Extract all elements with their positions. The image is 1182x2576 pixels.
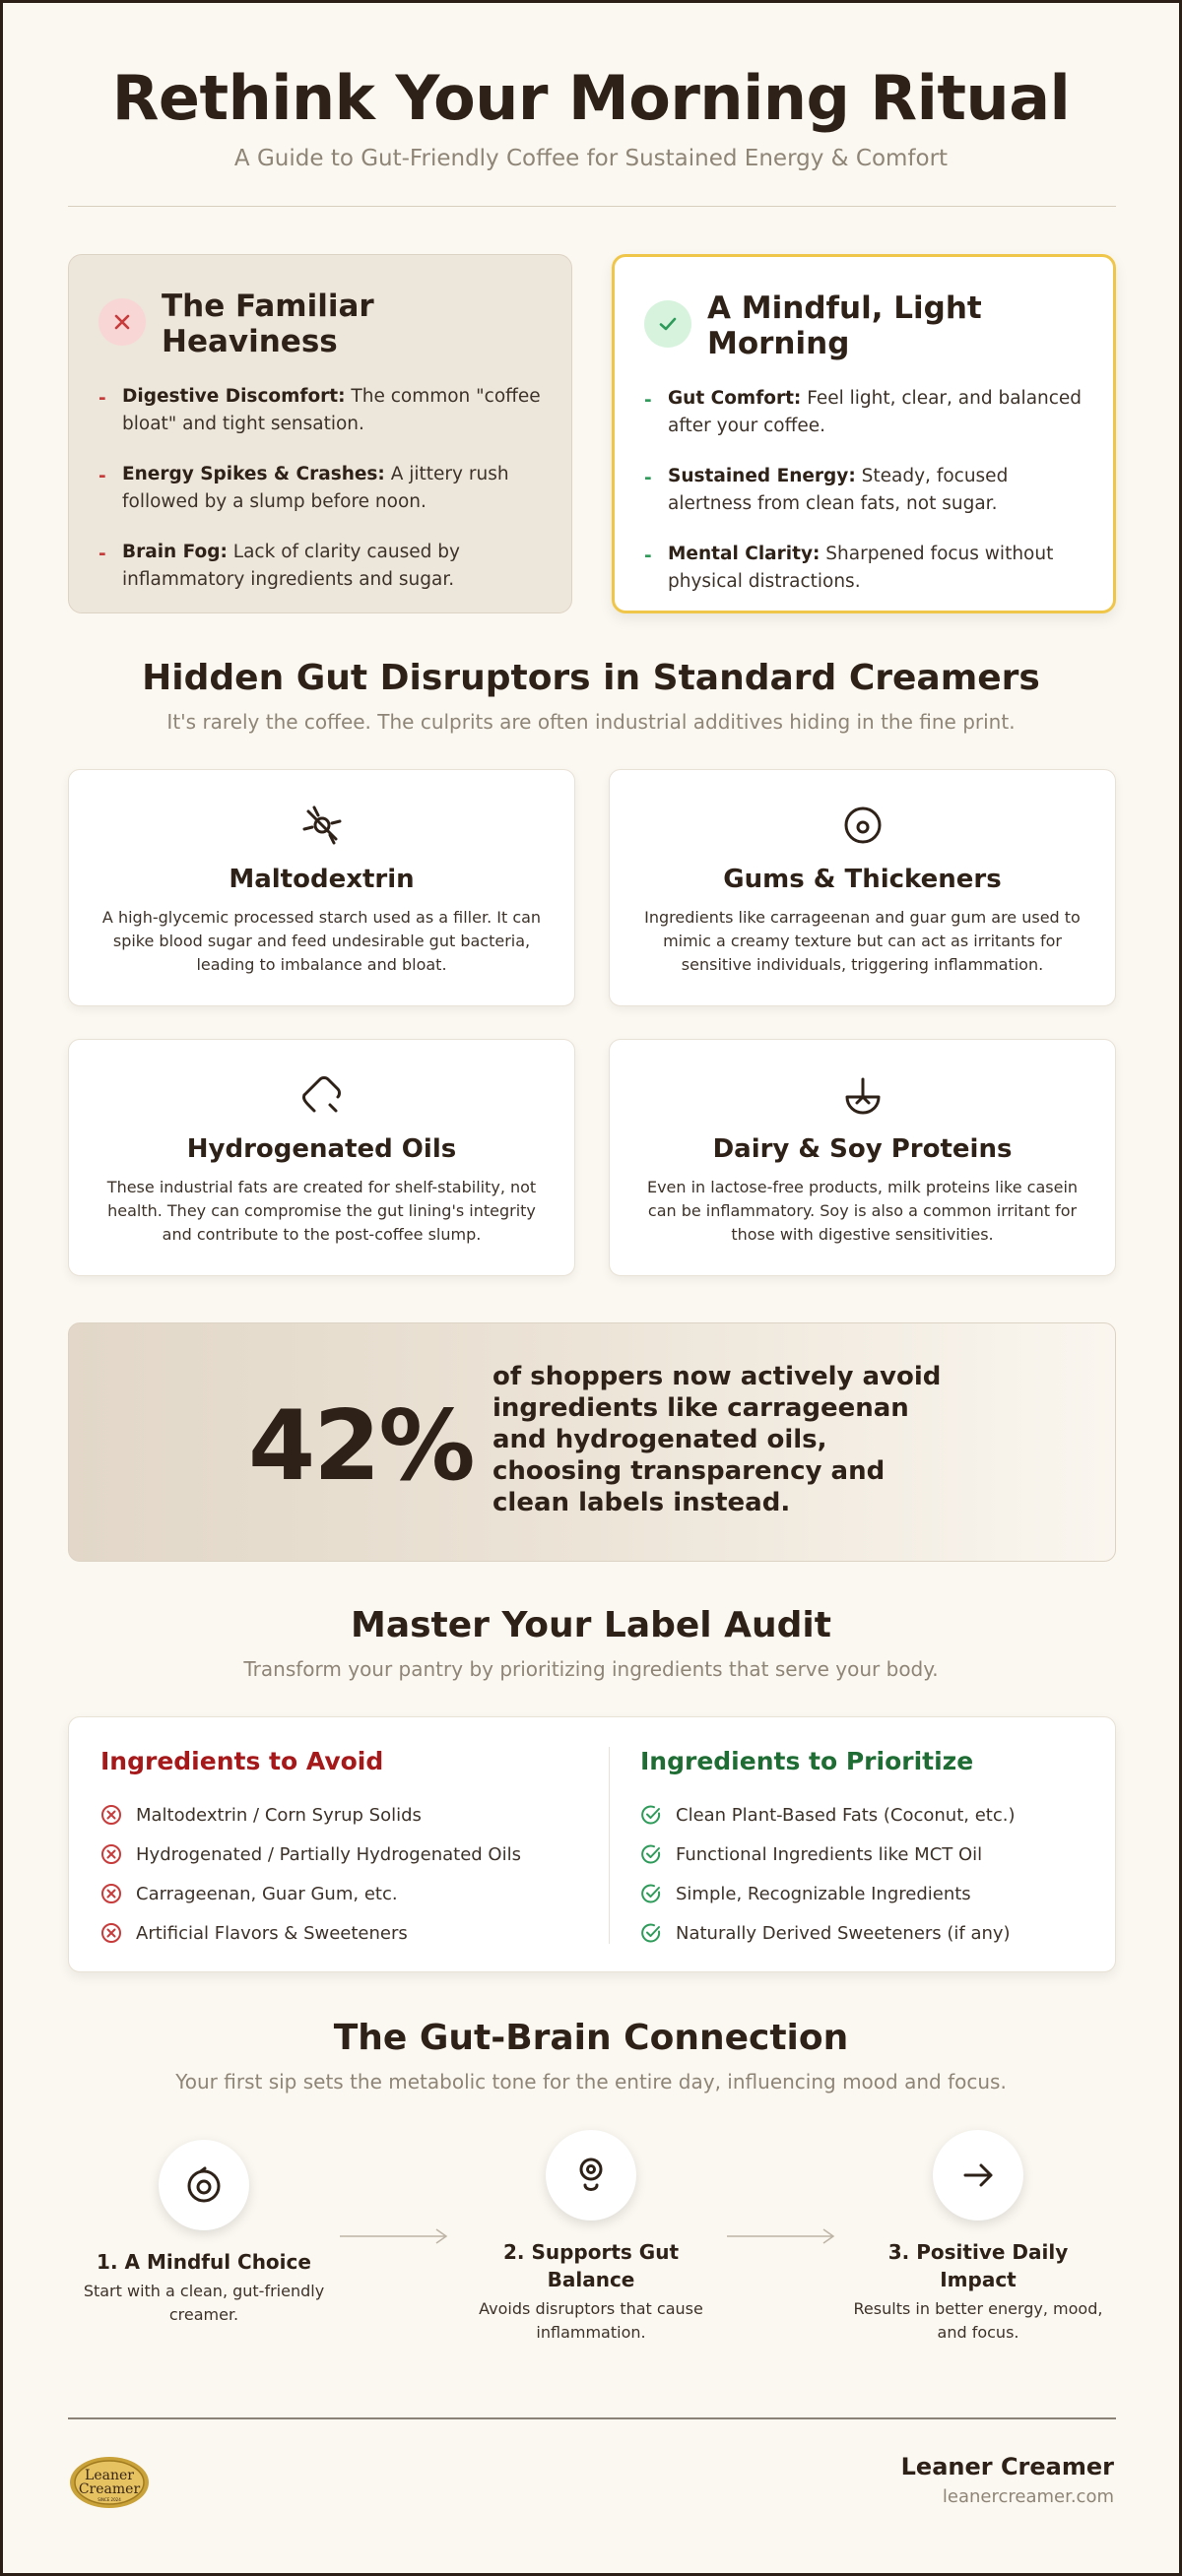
check-circle-icon: [640, 1883, 662, 1904]
step-2: [463, 2130, 719, 2345]
prioritize-item: Functional Ingredients like MCT Oil: [640, 1835, 1084, 1874]
step-text: Results in better energy, mood, and focus.: [853, 2299, 1103, 2342]
disruptor-card-oils: [68, 1039, 575, 1276]
stat-value: 42%: [248, 1390, 474, 1503]
disruptor-card-gums: [609, 769, 1116, 1006]
check-circle-icon: [640, 1843, 662, 1865]
x-circle-icon: [100, 1883, 122, 1904]
spike-icon: [98, 800, 545, 851]
prioritize-item: Clean Plant-Based Fats (Coconut, etc.): [640, 1795, 1084, 1835]
oil-icon: [98, 1069, 545, 1121]
mindful-list: [644, 385, 1084, 596]
avoid-heading: Ingredients to Avoid: [100, 1747, 384, 1775]
svg-text:Creamer: Creamer: [78, 2481, 141, 2497]
check-circle-icon: [640, 1804, 662, 1826]
familiar-heaviness-card: [68, 254, 572, 613]
step-3: [850, 2130, 1106, 2345]
check-icon: [644, 300, 691, 348]
step-1: [76, 2140, 332, 2327]
thickener-icon: [639, 800, 1085, 851]
audit-title: Master Your Label Audit: [351, 1605, 831, 1645]
x-icon: [98, 298, 146, 346]
statistic-banner: [68, 1322, 1116, 1562]
avoid-item: Artificial Flavors & Sweeteners: [100, 1913, 563, 1953]
disruptors-title: Hidden Gut Disruptors in Standard Creamers: [142, 658, 1040, 698]
brand-url[interactable]: leanercreamer.com: [942, 2486, 1114, 2507]
brand-logo: [68, 2455, 151, 2514]
card-title: Hydrogenated Oils: [186, 1134, 457, 1164]
header-divider: [68, 206, 1116, 207]
avoid-item: Maltodextrin / Corn Syrup Solids: [100, 1795, 563, 1835]
disruptor-card-maltodextrin: [68, 769, 575, 1006]
prioritize-item: Naturally Derived Sweeteners (if any): [640, 1913, 1084, 1953]
x-circle-icon: [100, 1922, 122, 1944]
page-title: Rethink Your Morning Ritual: [111, 62, 1071, 134]
gut-brain-title: The Gut-Brain Connection: [333, 2018, 849, 2058]
list-item: - Mental Clarity: Sharpened focus without physical distractions.: [644, 544, 1054, 592]
list-item: - Digestive Discomfort: The common "coffee bloat" and tight sensation.: [98, 386, 541, 434]
card-title: Gums & Thickeners: [723, 865, 1002, 894]
x-circle-icon: [100, 1804, 122, 1826]
audit-subtitle: Transform your pantry by prioritizing ingredients that serve your body.: [243, 1657, 939, 1681]
prioritize-heading: Ingredients to Prioritize: [640, 1747, 974, 1775]
footer-divider: [68, 2417, 1116, 2419]
disruptor-card-dairy-soy: [609, 1039, 1116, 1276]
x-circle-icon: [100, 1843, 122, 1865]
card-title: Maltodextrin: [229, 865, 415, 894]
arrow-connector: [725, 2226, 838, 2246]
arrow-connector: [338, 2226, 451, 2246]
card-text: Ingredients like carrageenan and guar gum are used to mimic a creamy texture but can act as irritants for sensitive individuals, triggering inflammation.: [644, 908, 1081, 974]
choice-icon: [159, 2140, 249, 2230]
card-text: These industrial fats are created for shelf-stability, not health. They can compromise the gut lining's integrity and contribute to the post-coffee slump.: [106, 1178, 537, 1244]
stat-text: of shoppers now actively avoid ingredients like carrageenan and hydrogenated oils, choosing transparency and clean labels instead.: [492, 1362, 942, 1517]
card-title: A Mindful, Light Morning: [707, 290, 982, 361]
list-item: - Energy Spikes & Crashes: A jittery rush followed by a slump before noon.: [98, 464, 509, 512]
bowl-icon: [639, 1069, 1085, 1121]
label-audit-card: [68, 1716, 1116, 1972]
step-text: Start with a clean, gut-friendly creamer.: [83, 2282, 325, 2324]
step-title: 1. A Mindful Choice: [97, 2250, 311, 2274]
list-item: - Gut Comfort: Feel light, clear, and balanced after your coffee.: [644, 388, 1083, 436]
infographic-page: [3, 3, 1179, 2573]
avoid-item: Carrageenan, Guar Gum, etc.: [100, 1874, 563, 1913]
mindful-morning-card: [612, 254, 1116, 613]
list-item: - Brain Fog: Lack of clarity caused by inflammatory ingredients and sugar.: [98, 542, 460, 590]
avoid-column: [100, 1747, 563, 1953]
avoid-item: Hydrogenated / Partially Hydrogenated Oils: [100, 1835, 563, 1874]
svg-text:Leaner: Leaner: [85, 2468, 134, 2483]
card-title: Dairy & Soy Proteins: [712, 1134, 1013, 1164]
check-circle-icon: [640, 1922, 662, 1944]
column-divider: [609, 1747, 610, 1944]
svg-text:SINCE 2024: SINCE 2024: [98, 2497, 121, 2502]
list-item: - Sustained Energy: Steady, focused alertness from clean fats, not sugar.: [644, 466, 1009, 514]
page-subtitle: A Guide to Gut-Friendly Coffee for Sustained Energy & Comfort: [233, 146, 949, 171]
gut-brain-subtitle: Your first sip sets the metabolic tone for the entire day, influencing mood and focus.: [175, 2070, 1007, 2093]
prioritize-column: [640, 1747, 1084, 1953]
step-title: 3. Positive Daily Impact: [887, 2240, 1069, 2291]
gut-icon: [546, 2130, 636, 2221]
disruptors-subtitle: It's rarely the coffee. The culprits are often industrial additives hiding in the fine print.: [166, 710, 1016, 734]
prioritize-item: Simple, Recognizable Ingredients: [640, 1874, 1084, 1913]
card-text: Even in lactose-free products, milk proteins like casein can be inflammatory. Soy is also a common irritant for those with digestive sensitivities.: [646, 1178, 1079, 1244]
card-text: A high-glycemic processed starch used as a filler. It can spike blood sugar and feed undesirable gut bacteria, leading to imbalance and bloat.: [101, 908, 542, 974]
card-title: The Familiar Heaviness: [162, 289, 374, 359]
step-text: Avoids disruptors that cause inflammation.: [479, 2299, 703, 2342]
heaviness-list: [98, 383, 542, 594]
step-title: 2. Supports Gut Balance: [503, 2240, 679, 2291]
arrow-right-icon: [933, 2130, 1023, 2221]
brand-name: Leaner Creamer: [900, 2453, 1114, 2480]
